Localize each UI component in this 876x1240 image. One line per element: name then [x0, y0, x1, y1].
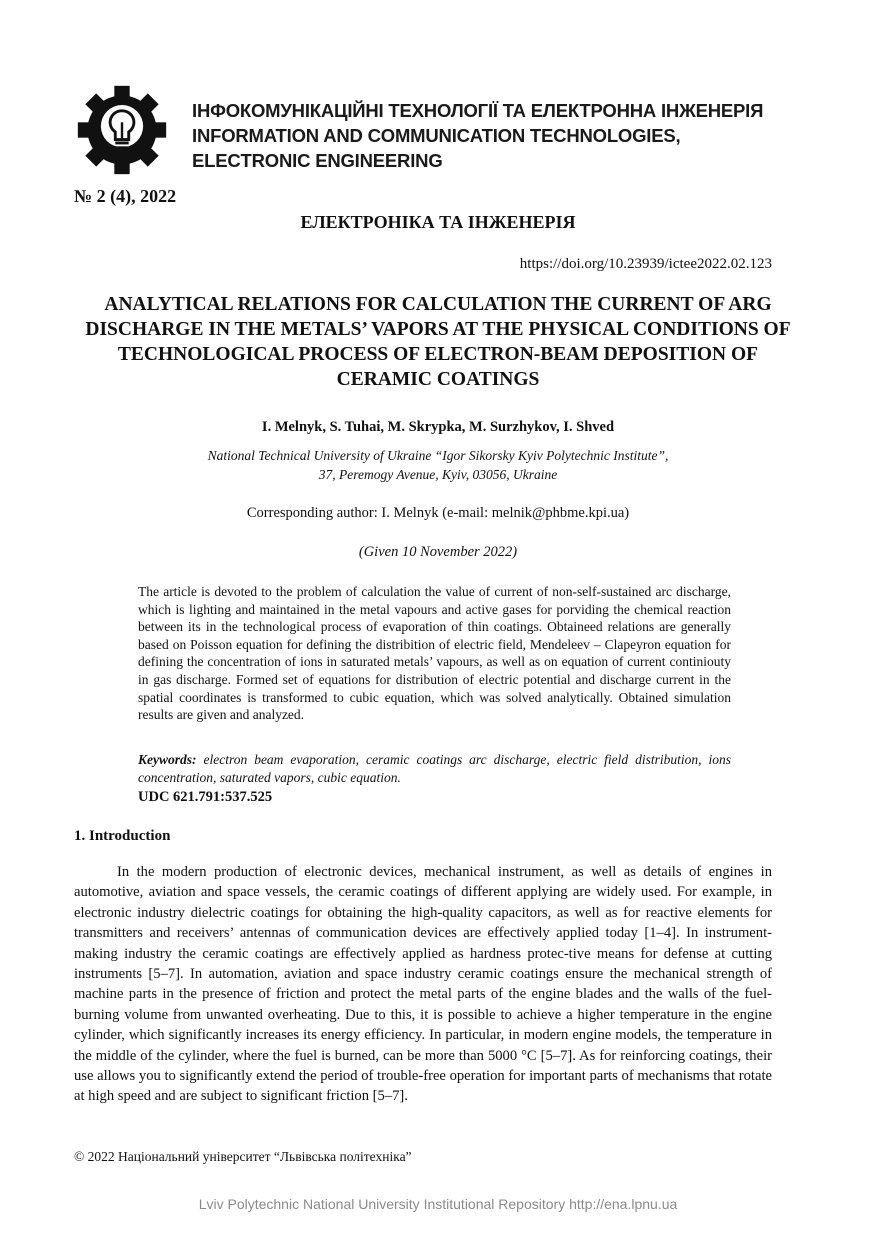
gear-lightbulb-icon	[74, 82, 170, 178]
affiliation	[0, 446, 876, 484]
corresponding-author: Corresponding author: I. Melnyk (e-mail: melnik@phbme.kpi.ua)	[246, 505, 630, 521]
affiliation-line-2: 37, Peremogy Avenue, Kyiv, 03056, Ukraine	[318, 467, 558, 482]
journal-title-en-1: INFORMATION AND COMMUNICATION TECHNOLOGIES,	[192, 125, 681, 146]
received-date: (Given 10 November 2022)	[358, 544, 518, 560]
udc-code: UDC 621.791:537.525	[138, 789, 273, 805]
introduction-heading: 1. Introduction	[74, 828, 171, 844]
journal-title-uk: ІНФОКОМУНІКАЦІЙНІ ТЕХНОЛОГІЇ ТА ЕЛЕКТРОННА ІНЖЕНЕРІЯ	[192, 100, 764, 121]
section-title: ЕЛЕКТРОНІКА ТА ІНЖЕНЕРІЯ	[300, 212, 576, 232]
introduction-text: In the modern production of electronic devices, mechanical instrument, as well as details of engines in automotive, aviation and space vessels, the ceramic coatings of different applying are widely used. For example, in electronic industry dielectric coatings for obtaining the high-quality capacitors, as well as for reactive elements for transmitters and receivers’ antennas of communication devices are effectively applied today [1–4]. In instrument-making industry the ceramic coatings are effectively applied as hardness protec-tive means for defense at cutting instruments [5–7]. In automation, aviation and space industry ceramic coatings ensure the mechanical strength of machine parts in the presence of friction and protect the metal parts of the engine blades and the walls of the fuel-burning volume from unwanted overheating. Due to this, it is possible to achieve a higher temperature in the engine cylinder, which significantly increases its energy efficiency. In particular, in modern engine models, the temperature in the middle of the cylinder, where the fuel is burned, can be more than 5000 °C [5–7]. As for reinforcing coatings, their use allows you to significantly extend the period of trouble-free operation for important parts of mechanisms that rotate at high speed and are subject to significant friction [5–7].	[74, 864, 772, 1105]
journal-title-en-2: ELECTRONIC ENGINEERING	[192, 150, 443, 171]
repository-footer: Lviv Polytechnic National University Institutional Repository http://ena.lpnu.ua	[198, 1196, 678, 1212]
journal-title	[192, 98, 763, 173]
article-title: ANALYTICAL RELATIONS FOR CALCULATION THE CURRENT OF ARG DISCHARGE IN THE METALS’ VAPORS AT THE PHYSICAL CONDITIONS OF TECHNOLOGICAL PROCESS OF ELECTRON-BEAM DEPOSITION OF CERAMIC COATINGS	[85, 294, 791, 390]
keywords-label: Keywords:	[138, 752, 197, 767]
journal-header	[74, 82, 794, 192]
keywords-list: electron beam evaporation, ceramic coatings arc discharge, electric field distribution, ions concentration, saturated vapors, cubic equation.	[138, 752, 732, 785]
affiliation-line-1: National Technical University of Ukraine “Igor Sikorsky Kyiv Polytechnic Institute”,	[207, 448, 669, 463]
doi-link[interactable]: https://doi.org/10.23939/ictee2022.02.123	[519, 256, 772, 272]
abstract: The article is devoted to the problem of calculation the value of current of non-self-sustained arc discharge, which is lighting and maintained in the metal vapours and active gases for porviding the chemical reaction between its in the technological process of evaporation of thin coatings. Obtaineed relations are generally based on Poisson equation for defining the distribition of electric field, Mendeleev – Clapeyron equation for defining the concentration of ions in saturated metals’ vapours, as well as on equation of current continiouty in gas discharge. Formed set of equations for distribution of electric potential and discharge current in the spatial coordinates is transformed to cubic equation, which was solved analytically. Obtained simulation results are given and analyzed.	[138, 584, 731, 723]
issue-number: № 2 (4), 2022	[74, 186, 177, 206]
keywords	[138, 751, 731, 786]
authors: I. Melnyk, S. Tuhai, M. Skrypka, M. Surzhykov, I. Shved	[261, 419, 615, 435]
copyright: © 2022 Національний університет “Львівська політехніка”	[74, 1149, 412, 1164]
